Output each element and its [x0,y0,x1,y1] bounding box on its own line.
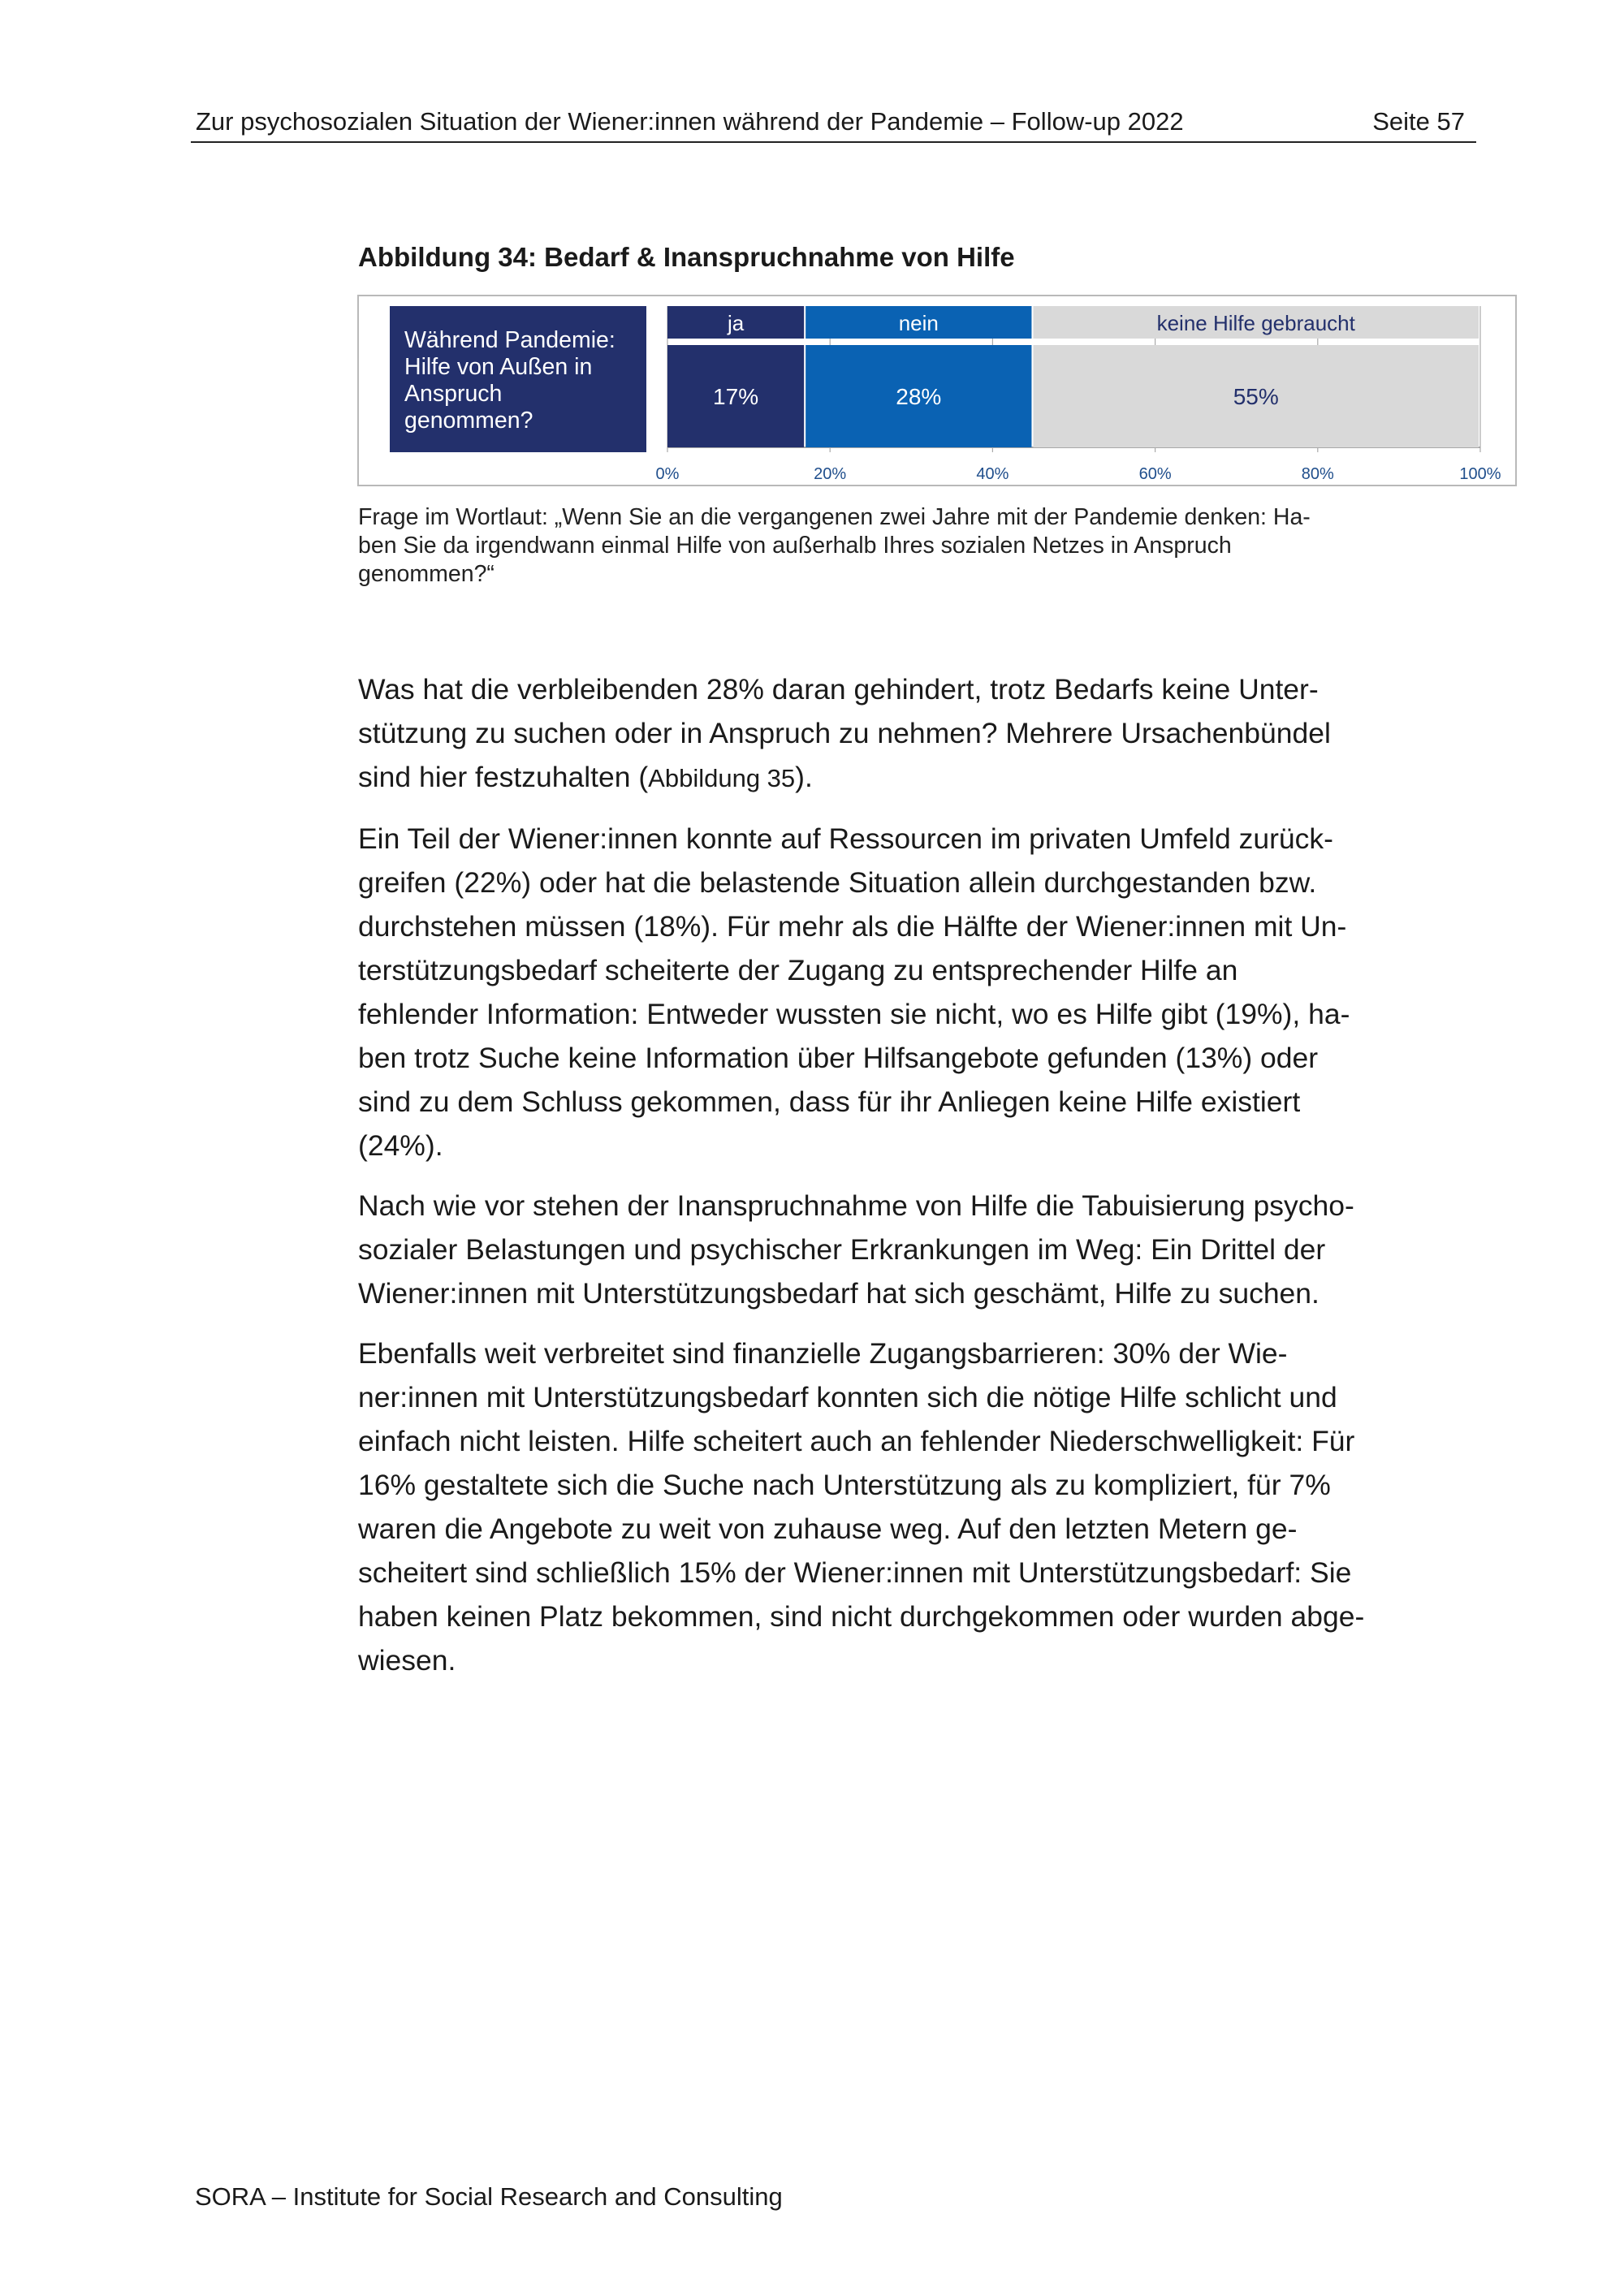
text-line: Ein Teil der Wiener:innen konnte auf Ressourcen im privaten Umfeld zurück- [358,822,1333,855]
x-tick-label: 20% [814,465,847,483]
text-line: stützung zu suchen oder in Anspruch zu nehmen? Mehrere Ursachenbündel [358,717,1331,749]
text-line: scheitert sind schließlich 15% der Wiener:innen mit Unterstützungsbedarf: Sie [358,1556,1352,1589]
question-label-line: Während Pandemie: [404,327,615,353]
paragraph-1 [358,667,1487,801]
paragraph-2 [358,817,1487,1167]
page-header [191,101,1476,143]
text-line: durchstehen müssen (18%). Für mehr als die Hälfte der Wiener:innen mit Un- [358,910,1347,943]
caption-line: Frage im Wortlaut: „Wenn Sie an die vergangenen zwei Jahre mit der Pandemie denken: Ha- [358,504,1311,530]
paragraph-4 [358,1331,1487,1682]
document-title: Zur psychosozialen Situation der Wiener:innen während der Pandemie – Follow-up 2022 [196,107,1184,136]
x-tick-label: 100% [1459,465,1501,483]
page-footer: SORA – Institute for Social Research and Consulting [195,2182,783,2211]
text-line: fehlender Information: Entweder wussten sie nicht, wo es Hilfe gibt (19%), ha- [358,998,1350,1030]
x-tick-label: 0% [655,465,680,483]
figure-caption [358,503,1495,589]
text-line: wiesen. [358,1644,456,1677]
text-line: (24%). [358,1129,443,1162]
question-label-line: genommen? [404,408,533,434]
text-line: Nach wie vor stehen der Inanspruchnahme von Hilfe die Tabuisierung psycho- [358,1189,1354,1222]
bar-data-label: 55% [1233,384,1279,409]
legend-label: ja [727,311,745,335]
text-line: 16% gestaltete sich die Suche nach Unterstützung als zu kompliziert, für 7% [358,1469,1331,1501]
text-line: haben keinen Platz bekommen, sind nicht durchgekommen oder wurden abge- [358,1600,1365,1633]
question-label-line: Anspruch [404,381,503,407]
text-line: ben trotz Suche keine Information über Hilfsangebote gefunden (13%) oder [358,1042,1319,1074]
chart-plot-area [359,296,1515,485]
text-line: greifen (22%) oder hat die belastende Situation allein durchgestanden bzw. [358,866,1317,899]
caption-line: ben Sie da irgendwann einmal Hilfe von außerhalb Ihres sozialen Netzes in Anspruch [358,533,1232,559]
paragraph-3 [358,1184,1487,1315]
caption-line: genommen?“ [358,561,495,587]
x-tick-label: 80% [1301,465,1334,483]
figure-reference: Abbildung 35 [648,764,796,792]
legend-label: keine Hilfe gebraucht [1156,311,1355,335]
text-line: ner:innen mit Unterstützungsbedarf konnten sich die nötige Hilfe schlicht und [358,1381,1337,1413]
figure-title: Abbildung 34: Bedarf & Inanspruchnahme von Hilfe [358,242,1015,272]
text-line: einfach nicht leisten. Hilfe scheitert auch an fehlender Niederschwelligkeit: Für [358,1425,1355,1457]
body-text [358,667,1487,1698]
text-line: sind hier festzuhalten ( [358,761,649,793]
x-tick-label: 40% [976,465,1009,483]
stacked-bar-chart [357,295,1517,486]
text-line: Wiener:innen mit Unterstützungsbedarf hat sich geschämt, Hilfe zu suchen. [358,1277,1320,1310]
text-line: sind zu dem Schluss gekommen, dass für ihr Anliegen keine Hilfe existiert [358,1085,1301,1118]
text-line: Ebenfalls weit verbreitet sind finanzielle Zugangsbarrieren: 30% der Wie- [358,1337,1288,1370]
bar-data-label: 17% [713,384,759,409]
text-line: sozialer Belastungen und psychischer Erkrankungen im Weg: Ein Drittel der [358,1233,1326,1266]
text-line: ). [795,761,813,793]
page-number: Seite 57 [1372,107,1465,136]
text-line: terstützungsbedarf scheiterte der Zugang zu entsprechender Hilfe an [358,954,1238,986]
bar-data-label: 28% [896,384,942,409]
legend-label: nein [898,311,939,335]
x-tick-label: 60% [1138,465,1172,483]
question-label-line: Hilfe von Außen in [404,354,593,380]
text-line: waren die Angebote zu weit von zuhause weg. Auf den letzten Metern ge- [358,1513,1298,1545]
text-line: Was hat die verbleibenden 28% daran gehindert, trotz Bedarfs keine Unter- [358,673,1319,706]
